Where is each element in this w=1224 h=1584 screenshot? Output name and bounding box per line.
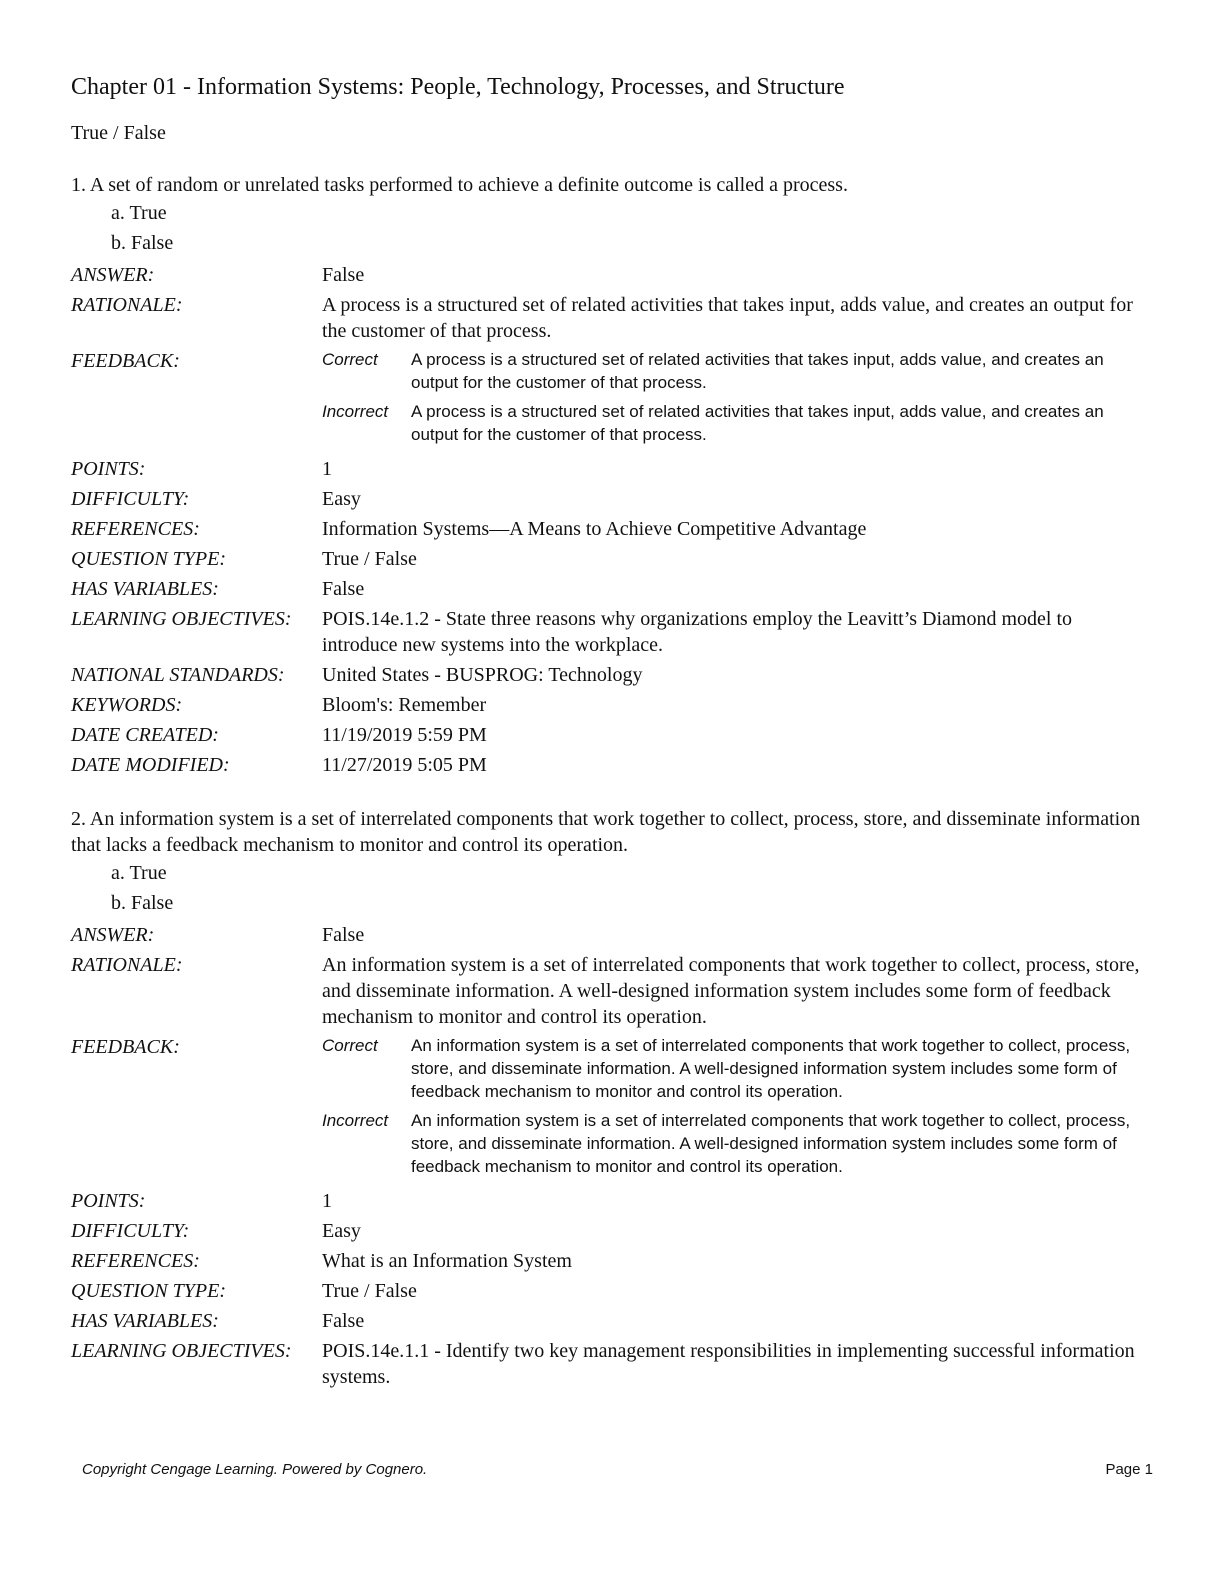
has-variables-label: HAS VARIABLES: [71, 1310, 219, 1332]
has-variables-label: HAS VARIABLES: [71, 578, 219, 600]
question-type-label: QUESTION TYPE: [71, 548, 227, 570]
question-1 [71, 172, 1141, 780]
choice-a: a. True [111, 202, 167, 224]
feedback-incorrect [322, 1109, 1141, 1178]
feedback-incorrect [322, 400, 1141, 446]
difficulty-row [71, 1216, 1141, 1246]
question-2 [71, 806, 1141, 1392]
national-standards-value: United States - BUSPROG: Technology [322, 664, 643, 686]
learning-objectives-label: LEARNING OBJECTIVES: [71, 1340, 292, 1362]
learning-objectives-label: LEARNING OBJECTIVES: [71, 608, 292, 630]
feedback-label: FEEDBACK: [71, 350, 180, 372]
references-row [71, 1246, 1141, 1276]
feedback-incorrect-text: An information system is a set of interrelated components that work together to collect, process, store, and disseminate information. A well-designed information system includes some form of feedback mechanism to monitor and control its operation. [411, 1111, 1131, 1176]
references-row [71, 514, 1141, 544]
points-row [71, 454, 1141, 484]
points-row [71, 1186, 1141, 1216]
has-variables-row [71, 1306, 1141, 1336]
answer-value: False [322, 264, 365, 286]
document-page [71, 72, 1141, 1392]
has-variables-value: False [322, 578, 365, 600]
difficulty-value: Easy [322, 488, 361, 510]
rationale-label: RATIONALE: [71, 954, 183, 976]
difficulty-value: Easy [322, 1220, 361, 1242]
points-label: POINTS: [71, 458, 146, 480]
question-stem: 1. A set of random or unrelated tasks performed to achieve a definite outcome is called a process. [71, 174, 848, 196]
copyright-notice: Copyright Cengage Learning. Powered by Cognero. [82, 1461, 428, 1478]
has-variables-row [71, 574, 1141, 604]
difficulty-label: DIFFICULTY: [71, 1220, 190, 1242]
learning-objectives-row [71, 1336, 1141, 1392]
difficulty-row [71, 484, 1141, 514]
rationale-label: RATIONALE: [71, 294, 183, 316]
feedback-row [71, 1032, 1141, 1186]
answer-value: False [322, 924, 365, 946]
feedback-correct-label: Correct [322, 350, 378, 369]
feedback-correct-text: A process is a structured set of related activities that takes input, adds value, and creates an output for the customer of that process. [411, 350, 1104, 392]
question-metadata [71, 260, 1141, 780]
points-value: 1 [322, 1190, 332, 1212]
question-metadata [71, 920, 1141, 1392]
date-created-row [71, 720, 1141, 750]
page-number: Page 1 [1105, 1461, 1153, 1478]
rationale-value: A process is a structured set of related activities that takes input, adds value, and creates an output for the customer of that process. [322, 294, 1133, 342]
question-stem: 2. An information system is a set of interrelated components that work together to collect, process, store, and disseminate information that lacks a feedback mechanism to monitor and control its operation. [71, 808, 1141, 856]
points-value: 1 [322, 458, 332, 480]
learning-objectives-value: POIS.14e.1.2 - State three reasons why organizations employ the Leavitt’s Diamond model to introduce new systems into the workplace. [322, 608, 1073, 656]
feedback-correct [322, 1034, 1141, 1103]
question-type-value: True / False [322, 548, 417, 570]
points-label: POINTS: [71, 1190, 146, 1212]
feedback-correct-text: An information system is a set of interrelated components that work together to collect, process, store, and disseminate information. A well-designed information system includes some form of feedback mechanism to monitor and control its operation. [411, 1036, 1131, 1101]
answer-row [71, 260, 1141, 290]
answer-label: ANSWER: [71, 264, 155, 286]
learning-objectives-row [71, 604, 1141, 660]
references-label: REFERENCES: [71, 518, 200, 540]
date-modified-row [71, 750, 1141, 780]
rationale-row [71, 290, 1141, 346]
question-type-label: QUESTION TYPE: [71, 1280, 227, 1302]
difficulty-label: DIFFICULTY: [71, 488, 190, 510]
date-modified-label: DATE MODIFIED: [71, 754, 230, 776]
feedback-incorrect-label: Incorrect [322, 1111, 389, 1130]
date-modified-value: 11/27/2019 5:05 PM [322, 754, 487, 776]
feedback-correct-label: Correct [322, 1036, 378, 1055]
feedback-row [71, 346, 1141, 454]
keywords-row [71, 690, 1141, 720]
references-value: Information Systems—A Means to Achieve Competitive Advantage [322, 518, 867, 540]
answer-label: ANSWER: [71, 924, 155, 946]
has-variables-value: False [322, 1310, 365, 1332]
question-type-value: True / False [322, 1280, 417, 1302]
feedback-table [322, 1034, 1141, 1184]
references-value: What is an Information System [322, 1250, 572, 1272]
rationale-row [71, 950, 1141, 1032]
keywords-value: Bloom's: Remember [322, 694, 487, 716]
rationale-value: An information system is a set of interrelated components that work together to collect, process, store, and disseminate information. A well-designed information system includes some form of feedback mechanism to monitor and control its operation. [322, 954, 1140, 1028]
choice-b: b. False [111, 232, 174, 254]
national-standards-label: NATIONAL STANDARDS: [71, 664, 285, 686]
feedback-incorrect-label: Incorrect [322, 402, 389, 421]
question-type-row [71, 1276, 1141, 1306]
feedback-label: FEEDBACK: [71, 1036, 180, 1058]
references-label: REFERENCES: [71, 1250, 200, 1272]
question-type-row [71, 544, 1141, 574]
chapter-title: Chapter 01 - Information Systems: People, Technology, Processes, and Structure [71, 74, 845, 100]
keywords-label: KEYWORDS: [71, 694, 183, 716]
choice-a: a. True [111, 862, 167, 884]
feedback-incorrect-text: A process is a structured set of related activities that takes input, adds value, and creates an output for the customer of that process. [411, 402, 1104, 444]
learning-objectives-value: POIS.14e.1.1 - Identify two key management responsibilities in implementing successful information systems. [322, 1340, 1135, 1388]
page-footer [82, 1460, 1153, 1480]
feedback-correct [322, 348, 1141, 394]
date-created-value: 11/19/2019 5:59 PM [322, 724, 487, 746]
feedback-table [322, 348, 1141, 452]
section-title: True / False [71, 122, 166, 144]
national-standards-row [71, 660, 1141, 690]
answer-row [71, 920, 1141, 950]
choice-b: b. False [111, 892, 174, 914]
date-created-label: DATE CREATED: [71, 724, 219, 746]
